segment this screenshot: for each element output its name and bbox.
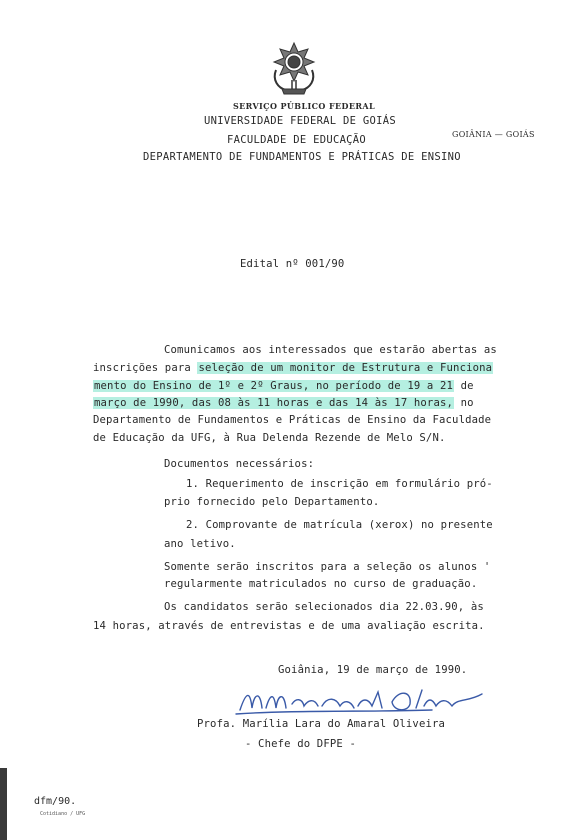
reference-code: dfm/90. bbox=[34, 796, 77, 807]
documents-label: Documentos necessários: bbox=[164, 458, 315, 470]
highlighted-text: março de 1990, das 08 às 11 horas e das 14 às 17 horas, bbox=[94, 397, 454, 409]
brazil-coat-of-arms-emblem bbox=[268, 40, 320, 96]
service-heading: SERVIÇO PÚBLICO FEDERAL bbox=[233, 101, 376, 111]
text-line: 14 horas, através de entrevistas e de uma avaliação escrita. bbox=[93, 620, 485, 632]
signer-name: Profa. Marília Lara do Amaral Oliveira bbox=[197, 718, 446, 730]
text-line: regularmente matriculados no curso de graduação. bbox=[164, 578, 478, 590]
list-item: 2. Comprovante de matrícula (xerox) no presente bbox=[186, 519, 493, 531]
city-label: GOIÂNIA — GOIÁS bbox=[452, 130, 535, 139]
faculty-heading: FACULDADE DE EDUCAÇÃO bbox=[227, 134, 367, 146]
text-line: Comunicamos aos interessados que estarão abertas as bbox=[164, 344, 497, 356]
highlighted-text: seleção de um monitor de Estrutura e Funciona bbox=[198, 362, 493, 374]
text-line bbox=[93, 362, 493, 374]
list-item-continuation: ano letivo. bbox=[164, 538, 236, 550]
signer-role: - Chefe do DFPE - bbox=[245, 738, 356, 750]
department-heading: DEPARTAMENTO DE FUNDAMENTOS E PRÁTICAS DE ENSINO bbox=[143, 151, 461, 163]
list-item-continuation: prio fornecido pelo Departamento. bbox=[164, 496, 380, 508]
text-line bbox=[93, 380, 474, 392]
handwritten-signature bbox=[232, 684, 492, 718]
text-segment: no bbox=[454, 397, 474, 409]
text-segment: inscrições para bbox=[93, 362, 198, 374]
highlighted-text: mento do Ensino de 1º e 2º Graus, no período de 19 a 21 bbox=[94, 380, 454, 392]
date-line: Goiânia, 19 de março de 1990. bbox=[278, 664, 468, 676]
text-line: Somente serão inscritos para a seleção os alunos ' bbox=[164, 561, 491, 573]
text-segment: de bbox=[454, 380, 474, 392]
text-line: de Educação da UFG, à Rua Delenda Rezende de Melo S/N. bbox=[93, 432, 446, 444]
text-line: Departamento de Fundamentos e Práticas de Ensino da Faculdade bbox=[93, 414, 492, 426]
list-item: 1. Requerimento de inscrição em formulário pró- bbox=[186, 478, 493, 490]
edital-title: Edital nº 001/90 bbox=[240, 258, 345, 270]
text-line: Os candidatos serão selecionados dia 22.03.90, às bbox=[164, 601, 484, 613]
university-heading: UNIVERSIDADE FEDERAL DE GOIÁS bbox=[204, 115, 397, 127]
reference-small-print: Cotidiano / UFG bbox=[40, 811, 86, 817]
text-line bbox=[93, 397, 474, 409]
scan-edge-mark bbox=[0, 768, 7, 840]
